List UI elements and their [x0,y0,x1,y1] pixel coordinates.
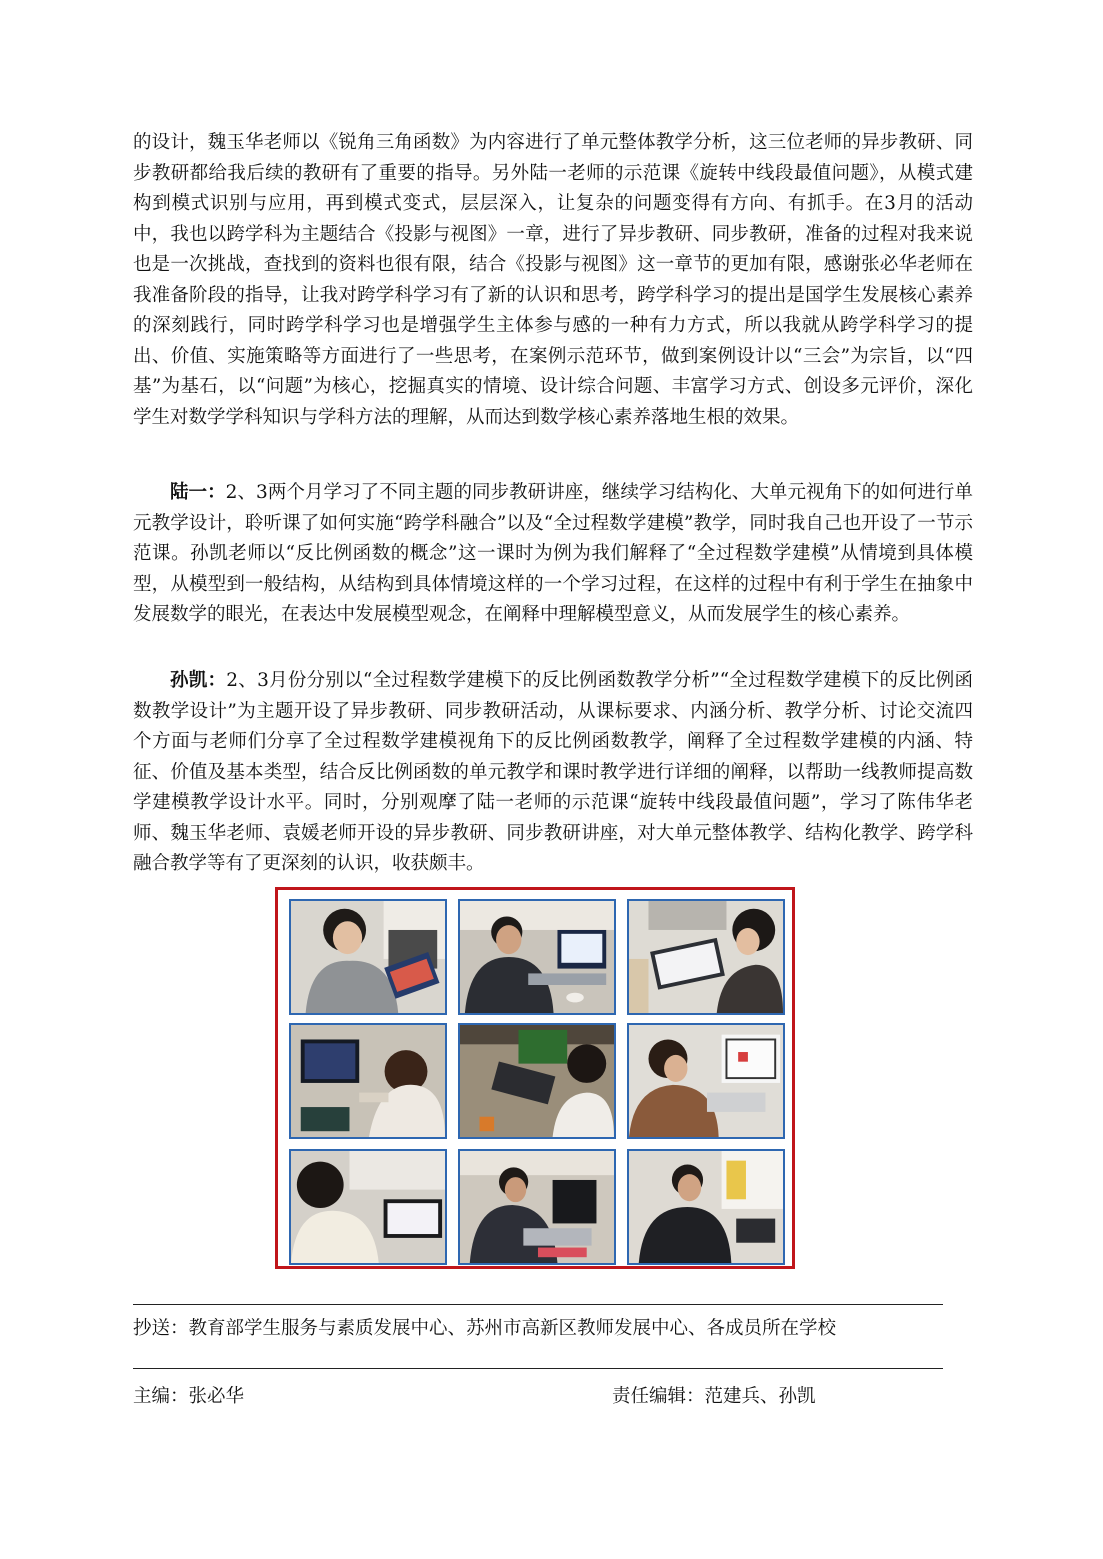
paragraph-sun-kai [133,666,973,880]
speaker-name: 孙凯： [170,670,227,691]
editor-in-chief: 主编：张必华 [133,1386,245,1407]
paragraph-continued: 的设计，魏玉华老师以《锐角三角函数》为内容进行了单元整体教学分析，这三位老师的异步教研、同步教研都给我后续的教研有了重要的指导。另外陆一老师的示范课《旋转中线段最值问题》，从模式建构到模式识别与应用，再到模式变式，层层深入，让复杂的问题变得有方向、有抓手。在3月的活动中，我也以跨学科为主题结合《投影与视图》一章，进行了异步教研、同步教研，准备的过程对我来说也是一次挑战，查找到的资料也很有限，结合《投影与视图》这一章节的更加有限，感谢张必华老师在我准备阶段的指导，让我对跨学科学习有了新的认识和思考，跨学科学习的提出是国学生发展核心素养的深刻践行，同时跨学科学习也是增强学生主体参与感的一种有力方式，所以我就从跨学科学习的提出、价值、实施策略等方面进行了一些思考，在案例示范环节，做到案例设计以“三会”为宗旨，以“四基”为基石，以“问题”为核心，挖掘真实的情境、设计综合问题、丰富学习方式、创设多元评价，深化学生对数学学科知识与学科方法的理解，从而达到数学核心素养落地生根的效果。 [133,132,973,428]
photo-teacher-notes [458,1023,616,1139]
photo-collage [275,887,795,1269]
paragraph-lu-yi [133,478,973,631]
photo-teacher-printer [627,899,785,1015]
footer-rule-top [133,1304,943,1305]
speaker-name: 陆一： [170,482,226,503]
footer-rule-bottom [133,1368,943,1369]
paragraph-text: 2、3两个月学习了不同主题的同步教研讲座，继续学习结构化、大单元视角下的如何进行单元教学设计，聆听课了如何实施“跨学科融合”以及“全过程数学建模”教学，同时我自己也开设了一节示范课。孙凯老师以“反比例函数的概念”这一课时为例为我们解释了“全过程数学建模”从情境到具体模型，从模型到一般结构，从结构到具体情境这样的一个学习过程，在这样的过程中有利于学生在抽象中发展数学的眼光，在表达中发展模型观念，在阐释中理解模型意义，从而发展学生的核心素养。 [133,482,973,625]
photo-teacher-laptop-2 [289,1149,447,1265]
photo-teacher-laptop [458,899,616,1015]
photo-teacher-tablet-2 [627,1149,785,1265]
paragraph-text: 2、3月份分别以“全过程数学建模下的反比例函数教学分析”“全过程数学建模下的反比例函数教学设计”为主题开设了异步教研、同步教研活动，从课标要求、内涵分析、教学分析、讨论交流四个方面与老师们分享了全过程数学建模视角下的反比例函数教学，阐释了全过程数学建模的内涵、特征、价值及基本类型，结合反比例函数的单元教学和课时教学进行详细的阐释，以帮助一线教师提高数学建模教学设计水平。同时，分别观摩了陆一老师的示范课“旋转中线段最值问题”，学习了陈伟华老师、魏玉华老师、袁媛老师开设的异步教研、同步教研讲座，对大单元整体教学、结构化教学、跨学科融合教学等有了更深刻的认识，收获颇丰。 [133,670,973,874]
photo-teacher-tablet [289,899,447,1015]
photo-teacher-laptop-3 [458,1149,616,1265]
cc-line: 抄送：教育部学生服务与素质发展中心、苏州市高新区教师发展中心、各成员所在学校 [133,1318,837,1339]
responsible-editors: 责任编辑：范建兵、孙凯 [612,1386,816,1407]
photo-teacher-monitor [289,1023,447,1139]
photo-teacher-desk [627,1023,785,1139]
